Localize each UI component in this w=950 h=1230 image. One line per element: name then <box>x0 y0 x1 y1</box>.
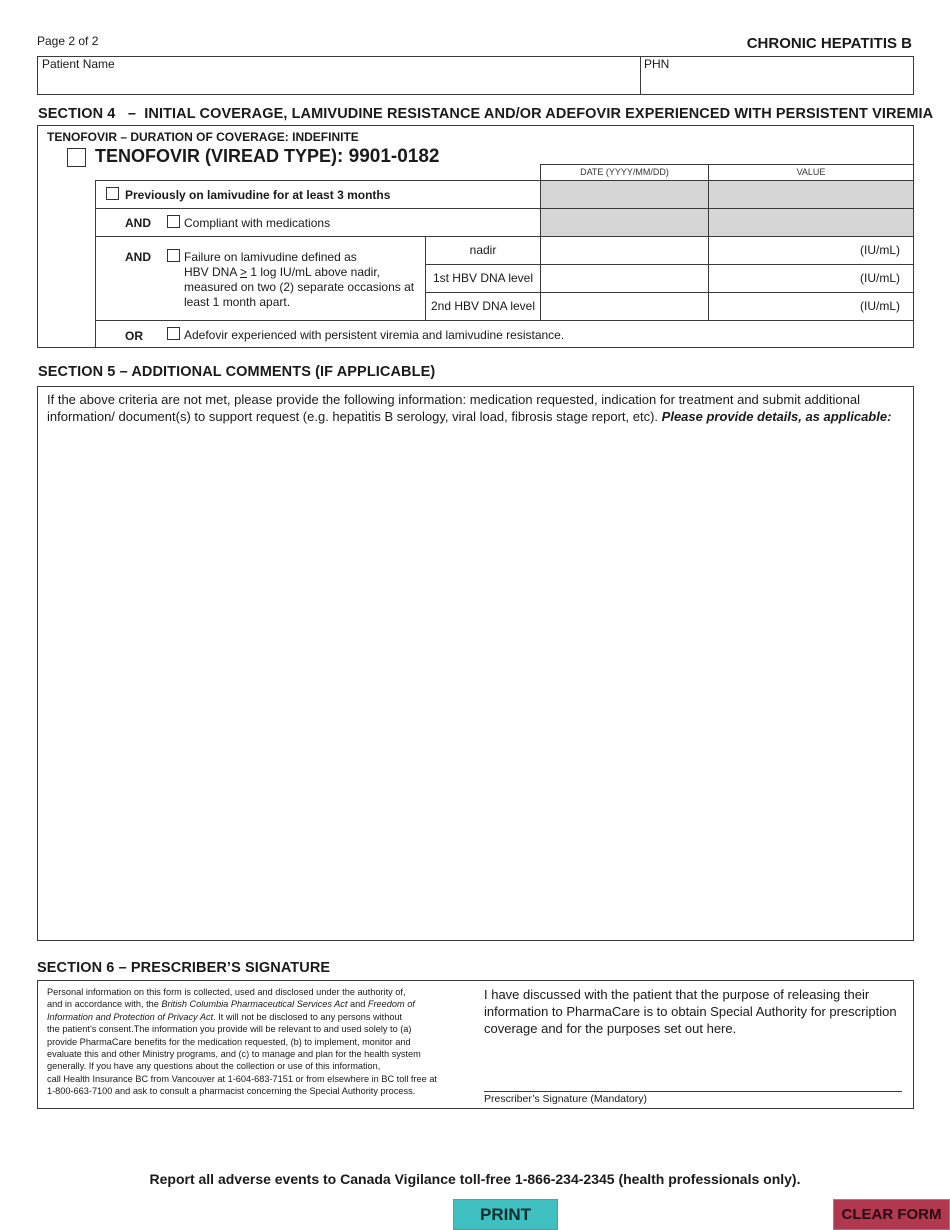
consent-statement: I have discussed with the patient that the purpose of releasing their information to PharmaCare is to obtain Special Authority for prescription coverage and for the purposes set out here. <box>484 987 897 1036</box>
adverse-events-notice: Report all adverse events to Canada Vigilance toll-free 1-866-234-2345 (health professionals only). <box>149 1171 801 1187</box>
drug-name: TENOFOVIR (VIREAD TYPE) <box>95 146 338 166</box>
criteria-3-label: Failure on lamivudine defined as HBV DNA > 1 log IU/mL above nadir, measured on two (2) separate occasions at least 1 month apart. <box>184 250 415 309</box>
criteria-3-checkbox[interactable] <box>167 249 180 262</box>
criteria-4-label: Adefovir experienced with persistent viremia and lamivudine resistance. <box>184 328 565 342</box>
tenofovir-checkbox[interactable] <box>67 148 86 167</box>
page-number: Page 2 of 2 <box>37 34 99 48</box>
unit-label: (IU/mL) <box>860 243 900 257</box>
drug-code: : 9901-0182 <box>337 146 440 167</box>
unit-label: (IU/mL) <box>860 299 900 313</box>
shaded-date-cell-2 <box>541 209 708 236</box>
criteria-4-checkbox[interactable] <box>167 327 180 340</box>
print-button[interactable]: PRINT <box>453 1199 558 1230</box>
criteria-1-label: Previously on lamivudine for at least 3 months <box>125 188 391 202</box>
comments-textarea[interactable] <box>46 430 908 934</box>
patient-name-label: Patient Name <box>42 57 115 71</box>
lab-row-label: 1st HBV DNA level <box>432 271 534 285</box>
patient-name-input[interactable] <box>42 74 636 92</box>
and-label-1: AND <box>125 216 151 230</box>
section4-title: SECTION 4 – INITIAL COVERAGE, LAMIVUDINE RESISTANCE AND/OR ADEFOVIR EXPERIENCED WITH PERSISTENT VIREMIA <box>38 106 934 122</box>
signature-input[interactable] <box>484 1064 906 1088</box>
coverage-duration: TENOFOVIR – DURATION OF COVERAGE: INDEFINITE <box>47 130 359 144</box>
privacy-notice: Personal information on this form is collected, used and disclosed under the authority of, and in accordance with, the British Columbia Pharmaceutical Services Act and Freedom of Information and Protection of Privacy Act. It will not be disclosed to any persons without the patient’s consent.The information you provide will be relevant to and used solely to (a) provide PharmaCare benefits for the medication requested, (b) to implement, monitor and evaluate this and other Ministry programs, and (c) to manage and plan for the health system generally. If you have any questions about the collection or use of this information, call Health Insurance BC from Vancouver at 1-604-683-7151 or from elsewhere in BC toll free at 1-800-663-7100 and ask to consult a pharmacist concerning the Special Authority process. <box>47 987 437 1097</box>
signature-label: Prescriber’s Signature (Mandatory) <box>484 1093 648 1105</box>
drug-heading <box>95 146 439 168</box>
shaded-date-cell-1 <box>541 181 708 208</box>
criteria-2-label: Compliant with medications <box>184 216 331 230</box>
section5-title: SECTION 5 – ADDITIONAL COMMENTS (IF APPLICABLE) <box>38 364 436 380</box>
first-dna-date-input[interactable] <box>544 268 708 290</box>
value-column-header: VALUE <box>796 167 826 177</box>
and-label-2: AND <box>125 250 151 264</box>
shaded-value-cell-2 <box>709 209 913 236</box>
clear-form-button[interactable]: CLEAR FORM <box>833 1199 950 1230</box>
section6-title: SECTION 6 – PRESCRIBER’S SIGNATURE <box>37 960 331 976</box>
lab-row-label: nadir <box>469 243 497 257</box>
shaded-value-cell-1 <box>709 181 913 208</box>
criteria-2-checkbox[interactable] <box>167 215 180 228</box>
form-title: CHRONIC HEPATITIS B <box>746 35 912 52</box>
phn-label: PHN <box>644 57 670 71</box>
or-label: OR <box>125 329 143 343</box>
lab-row-label: 2nd HBV DNA level <box>430 299 536 313</box>
phn-input[interactable] <box>644 74 912 92</box>
date-column-header: DATE (YYYY/MM/DD) <box>580 167 669 177</box>
nadir-date-input[interactable] <box>544 240 708 262</box>
criteria-1-checkbox[interactable] <box>106 187 119 200</box>
second-dna-date-input[interactable] <box>544 296 708 318</box>
comments-instructions: If the above criteria are not met, please provide the following information: medication requested, indication for treatment and submit additional information/ document(s) to support request (e.g. hepatitis B serology, viral load, fibrosis stage report, etc). Please provide details, as applicable: <box>47 392 892 424</box>
unit-label: (IU/mL) <box>860 271 900 285</box>
